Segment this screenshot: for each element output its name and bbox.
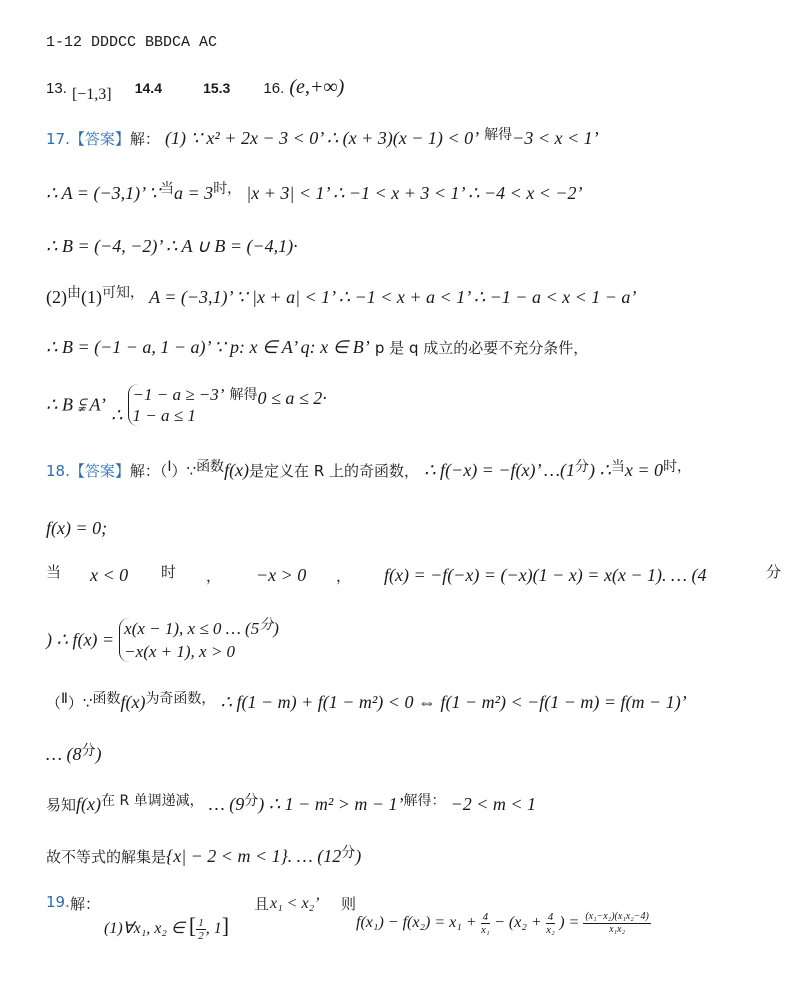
q18-line-7: 易知f(x)在 R 单调递减， … (9分) ∴ 1 − m² > m − 1’解得： −2 < m < 1 (46, 793, 537, 814)
answers-13-16: 13. [−1,3] 14.4 15.3 16. (e,+∞) (46, 76, 345, 103)
system-brace: −1 − a ≥ −3’ 1 − a ≤ 1 (128, 384, 225, 426)
piecewise-brace: x(x − 1), x ≤ 0 … $(5^分)$ −x(x + 1), x > 0 (119, 618, 279, 662)
q18-line-2: f(x) = 0; (46, 518, 108, 538)
q17-line-3: ∴ B = (−4, −2)’ ∴ A ∪ B = (−4,1)· (46, 236, 298, 256)
q18-line-6: … (8分) (46, 743, 102, 764)
q18-line-4: ) ∴ f(x) = x(x − 1), x ≤ 0 … $(5^分)$ −x(x + 1), x > 0 (46, 617, 279, 661)
q19-difference: f(x₁) − f(x₂) = x₁ + $\frac{4}{\text{x₁}}$ − (x₂ + $\frac{4}{\text{x₂}}$ ) = $\frac{\text{(x₁−x₂)(x₁x₂−4)}}{\text{x₁x₂}}$ (356, 911, 649, 936)
q18-line-5: （Ⅱ）∵函数f(x)为奇函数， ∴ f(1 − m) + f(1 − m²) < 0 ⇔ f(1 − m²) < −f(1 − m) = f(m − 1)’ (46, 691, 687, 712)
answers-1-12: 1-12 DDDCC BBDCA AC (46, 34, 218, 51)
q19-block: 19. 解： 且 x₁ < x₂’ 则 (1)∀x₁, x₂ ∈ [ $\frac{1}{2}$ , 1] f(x₁) − f(x₂) = x₁ + $\frac{4}{\text{x₁}}$ − (x₂ + $\frac{4}{\text{x₂}}$ ) = $\frac{\text{(x₁−x₂)(x₁x₂−4)}}{\text{x₁x₂}}$ (46, 893, 649, 942)
q18-line-8: 故不等式的解集是{x| − 2 < m < 1}. … (12分) (46, 845, 362, 866)
q17-line-6: ∴ B ⫋ A’ ∴ −1 − a ≥ −3’ 1 − a ≤ 1 解得0 ≤ a ≤ 2· (46, 385, 327, 425)
q17-line-1: 17.【答案】解： (1) ∵ x² + 2x − 3 < 0’ ∴ (x + 3)(x − 1) < 0’ 解得−3 < x < 1’ (46, 127, 599, 148)
q18-line-1: 18.【答案】解：（Ⅰ）∵函数f(x)是定义在 R 上的奇函数， ∴ f(−x) = −f(x)’ …(1分) ∴当x = 0时， (46, 459, 692, 480)
q19-domain: (1)∀x₁, x₂ ∈ [ $\frac{1}{2}$ , 1] (104, 913, 230, 942)
q17-line-4: (2)由(1)可知， A = (−3,1)’ ∵ |x + a| < 1’ ∴ −1 < x + a < 1’ ∴ −1 − a < x < 1 − a’ (46, 285, 637, 307)
q17-line-5: ∴ B = (−1 − a, 1 − a)’ ∵ p: x ∈ A’ q: x ∈ B’ p 是 q 成立的必要不充分条件， (46, 337, 589, 357)
q17-line-2: ∴ A = (−3,1)’ ∵当a = 3时， |x + 3| < 1’ ∴ −1 < x + 3 < 1’ ∴ −4 < x < −2’ (46, 181, 583, 203)
